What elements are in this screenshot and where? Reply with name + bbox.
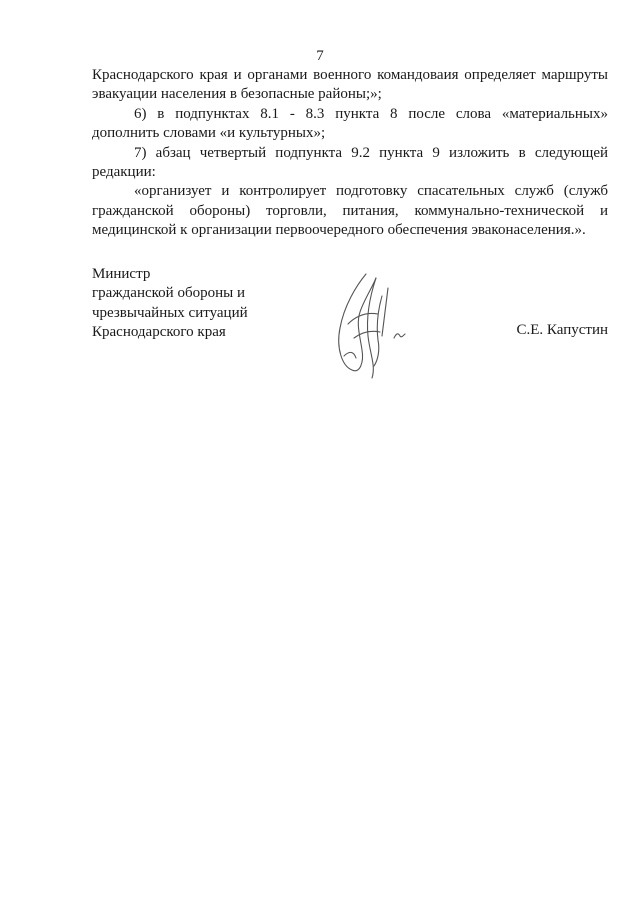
paragraph-quoted-text: «организует и контролирует подготовку спасательных служб (служб гражданской обороны) торговли, питания, коммунально-технической и медицинской к организации первоочередного обеспечения эваконаселения.». <box>92 183 608 239</box>
page-number: 7 <box>316 48 324 64</box>
signatory-name: С.Е. Капустин <box>516 322 608 338</box>
paragraph-continuation: Краснодарского края и органами военного командоваия определяет маршруты эвакуации населения в безопасные районы;»; <box>92 67 608 103</box>
signatory-title-line: Министр <box>92 266 151 282</box>
signatory-title-line: чрезвычайных ситуаций <box>92 304 248 321</box>
signatory-title-line: гражданской обороны и <box>92 285 245 302</box>
signatory-title-line: Краснодарского края <box>92 324 226 341</box>
document-body <box>92 66 608 241</box>
paragraph-item-6: 6) в подпунктах 8.1 - 8.3 пункта 8 после слова «материальных» дополнить словами «и культурных»; <box>92 105 608 142</box>
paragraph-item-7: 7) абзац четвертый подпункта 9.2 пункта 9 изложить в следующей редакции: <box>92 144 608 181</box>
handwritten-signature-icon <box>326 266 416 386</box>
signatory-title <box>92 265 248 343</box>
